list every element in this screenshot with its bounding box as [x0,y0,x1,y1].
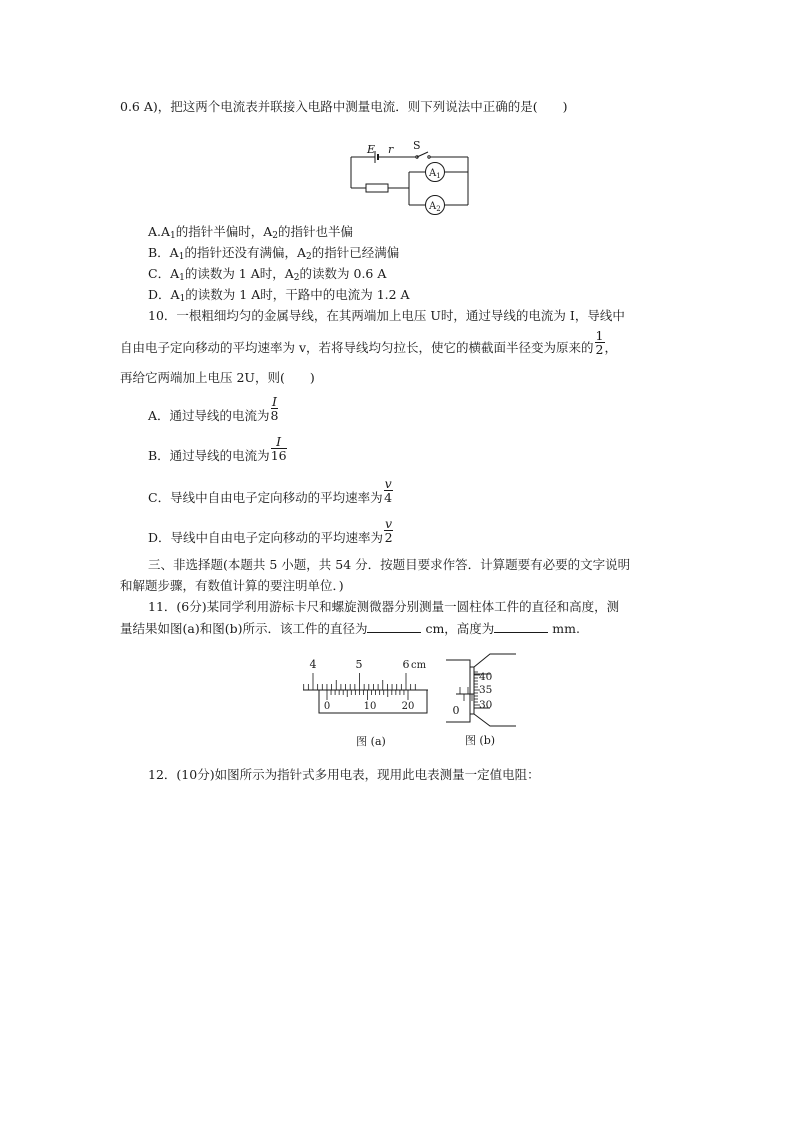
fraction-half: $\frac{1}{2}$ [595,328,604,357]
option-10B: B．通过导线的电流为 $\frac{I}{16}$ [148,434,287,463]
question-11-line1: 11．(6分)某同学利用游标卡尺和螺旋测微器分别测量一圆柱体工件的直径和高度，测 [148,599,620,614]
circuit-diagram [346,140,476,218]
vernier-caliper-figure [300,655,430,750]
main-scale-label-5: 5 [355,658,363,671]
option-10A: A．通过导线的电流为 $\frac{I}{8}$ [148,394,279,423]
option-9B: B．$A_1$的指针还没有满偏，$A_2$的指针已经满偏 [148,245,400,262]
vernier-label-0: 0 [323,701,331,712]
main-scale-label-6: 6 [402,658,410,671]
section-3-heading: 三、非选择题(本题共 5 小题，共 54 分．按题目要求作答．计算题要有必要的文字说明 [148,557,631,572]
option-9C: C．$A_1$的读数为 1 A时，$A_2$的读数为 0.6 A [148,266,387,283]
main-scale-label-4: 4 [309,658,317,671]
main-scale-unit: cm [411,660,427,671]
label-r: r [388,143,394,156]
vernier-label-10: 10 [363,701,377,712]
caliper-caption: 图 (a) [356,735,386,748]
ammeter-A2-label: $A_2$ [429,201,441,213]
sleeve-label-0: 0 [452,704,460,717]
question-9-stem-tail: 0.6 A)，把这两个电流表并联接入电路中测量电流．则下列说法中正确的是( ) [120,99,568,114]
diameter-answer-blank [367,620,421,633]
ammeter-A1-label: $A_1$ [429,168,441,180]
option-10D: D．导线中自由电子定向移动的平均速率为 $\frac{v}{2}$ [148,516,393,545]
label-S: S [413,139,421,152]
vernier-label-20: 20 [401,701,415,712]
option-9D: D．$A_1$的读数为 1 A时，干路中的电流为 1.2 A [148,287,410,304]
question-12-line1: 12．(10分)如图所示为指针式多用电表，现用此电表测量一定值电阻： [148,767,540,782]
question-10-line2: 自由电子定向移动的平均速率为 v，若将导线均匀拉长，使它的横截面半径变为原来的 $\frac{1}{2}$ ， [120,328,618,357]
micrometer-figure [440,652,530,750]
question-10-line3: 再给它两端加上电压 2U，则( ) [120,370,315,385]
micrometer-caption: 图 (b) [464,734,496,747]
height-answer-blank [494,620,548,633]
label-E: E [367,143,376,156]
option-9A: $A.A_1$的指针半偏时，$A_2$的指针也半偏 [148,224,354,241]
question-11-line2: 量结果如图(a)和图(b)所示．该工件的直径为 cm，高度为 mm. [120,621,580,636]
option-10C: C．导线中自由电子定向移动的平均速率为 $\frac{v}{4}$ [148,476,393,505]
section-3-heading-cont: 和解题步骤，有数值计算的要注明单位．) [120,578,344,593]
thimble-label-40: 40 [479,671,493,683]
thimble-label-35: 35 [479,684,493,696]
thimble-label-30: 30 [479,699,493,711]
question-10-line1: 10．一根粗细均匀的金属导线，在其两端加上电压 U时，通过导线的电流为 I，导线中 [148,308,625,323]
